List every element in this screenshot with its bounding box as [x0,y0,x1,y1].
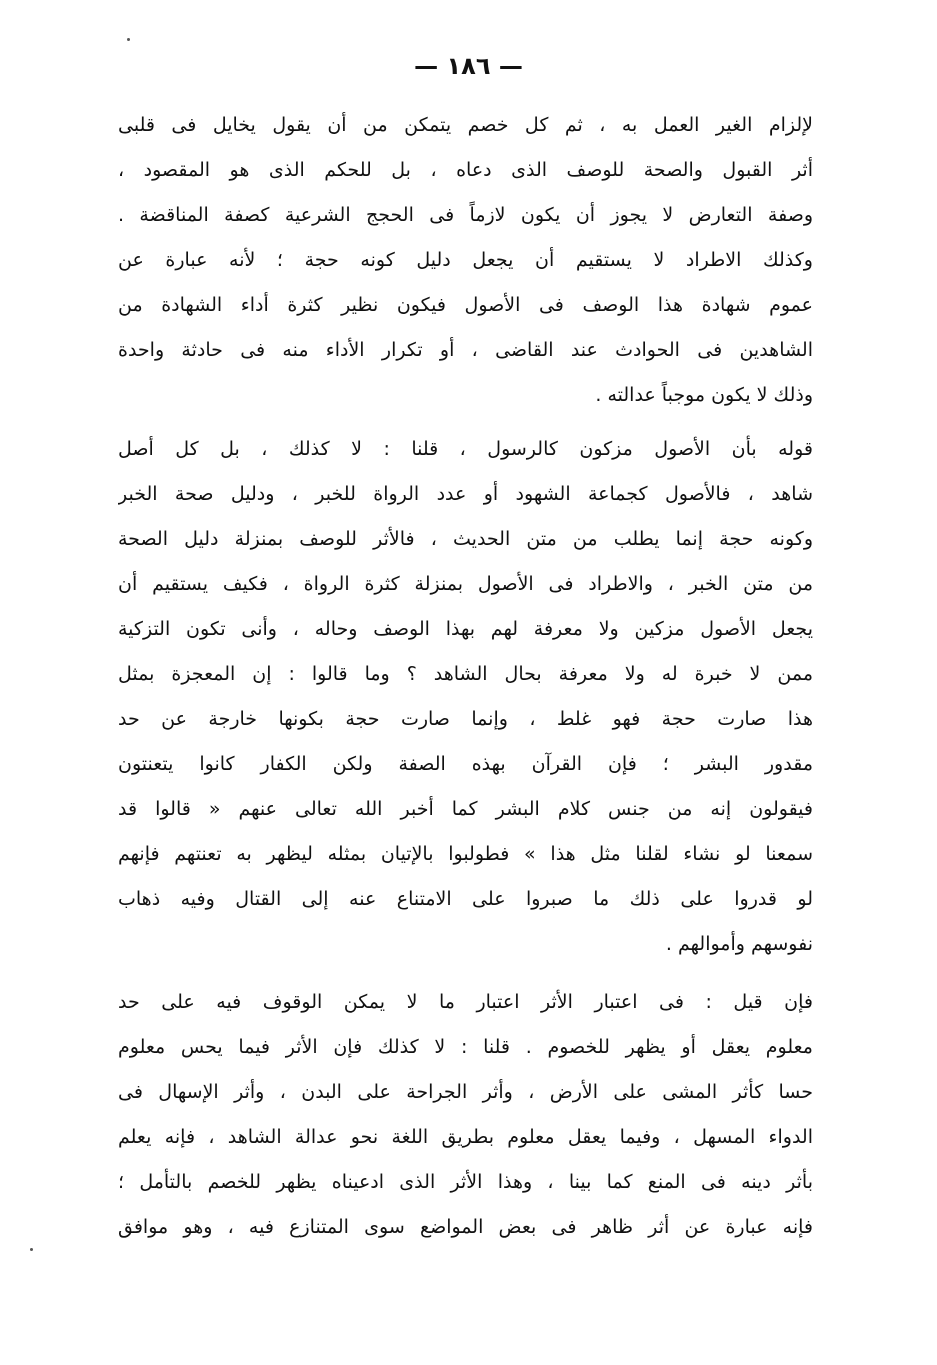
text-line: فإن قيل : فى اعتبار الأثر اعتبار ما لا يمكن الوقوف فيه على حد [118,991,813,1013]
text-line: فإنه عبارة عن أثر ظاهر فى بعض المواضع سوى المتنازع فيه ، وهو موافق [118,1216,813,1238]
text-line: لو قدروا على ذلك ما صبروا على الامتناع عنه إلى القتال وفيه ذهاب [118,888,813,910]
text-line: قوله بأن الأصول مزكون كالرسول ، قلنا : لا كذلك ، بل كل أصل [118,438,813,460]
scan-speck [30,1248,33,1251]
page-number: — ١٨٦ — [414,52,523,80]
text-line: نفوسهم وأموالهم . [665,933,813,955]
paragraph-1 [118,103,813,418]
text-line: فيقولون إنه من جنس كلام البشر كما أخبر الله تعالى عنهم « قالوا قد [118,798,813,820]
text-line: سمعنا لو نشاء لقلنا مثل هذا » فطولبوا بالإتيان بمثله ليظهر به تعنتهم فإنهم [118,843,813,865]
text-line: حسا كأثر المشى على الأرض ، وأثر الجراحة على البدن ، وأثر الإسهال فى [118,1081,813,1103]
text-line: لإلزام الغير العمل به ، ثم كل خصم يتمكن من أن يقول يخايل فى قلبى [118,114,813,136]
text-line: مقدور البشر ؛ فإن القرآن بهذه الصفة ولكن الكفار كانوا يتعنتون [118,753,813,775]
text-line: أثر القبول والصحة للوصف الذى دعاه ، بل للحكم الذى هو المقصود ، [118,159,813,181]
scan-speck [127,38,130,41]
text-line: وكونه حجة إنما يطلب من متن الحديث ، فالأثر للوصف بمنزلة دليل الصحة [118,528,813,550]
text-line: ممن لا خبرة له ولا معرفة بحال الشاهد ؟ وما قالوا : إن المعجزة بمثل [118,663,813,685]
text-line: يجعل الأصول مزكين ولا معرفة لهم بهذا الوصف وحاله ، وأنى تكون التزكية [118,618,813,640]
text-line: وصفة التعارض لا يجوز أن يكون لازماً فى الحجج الشرعية كصفة المناقضة . [118,204,813,226]
text-line: وكذلك الاطراد لا يستقيم أن يجعل دليل كونه حجة ؛ لأنه عبارة عن [118,249,813,271]
text-line: هذا صارت حجة فهو غلط ، وإنما صارت حجة بكونها خارجة عن حد [118,708,813,730]
text-line: من متن الخبر ، والاطراد فى الأصول بمنزلة كثرة الرواة ، فكيف يستقيم أن [118,573,813,595]
paragraph-2 [118,427,813,967]
text-line: الشاهدين فى الحوادث عند القاضى ، أو تكرار الأداء منه فى حادثة واحدة [118,339,813,361]
text-line: معلوم يعقل أو يظهر للخصوم . قلنا : لا كذلك فإن الأثر فيما يحس معلوم [118,1036,813,1058]
text-line: وذلك لا يكون موجباً عدالته . [595,384,813,406]
text-line: بأثر دينه فى المنع كما بينا ، وهذا الأثر الذى ادعيناه يظهر للخصم بالتأمل ؛ [118,1171,813,1193]
paragraph-3 [118,980,813,1250]
text-line: شاهد ، فالأصول كجماعة الشهود أو عدد الرواة للخبر ، ودليل صحة الخبر [118,483,813,505]
text-line: عموم شهادة هذا الوصف فى الأصول فيكون نظير كثرة أداء الشهادة من [118,294,813,316]
text-line: الدواء المسهل ، وفيما يعقل معلوم بطريق اللغة نحو عدالة الشاهد ، فإنه يعلم [118,1126,813,1148]
